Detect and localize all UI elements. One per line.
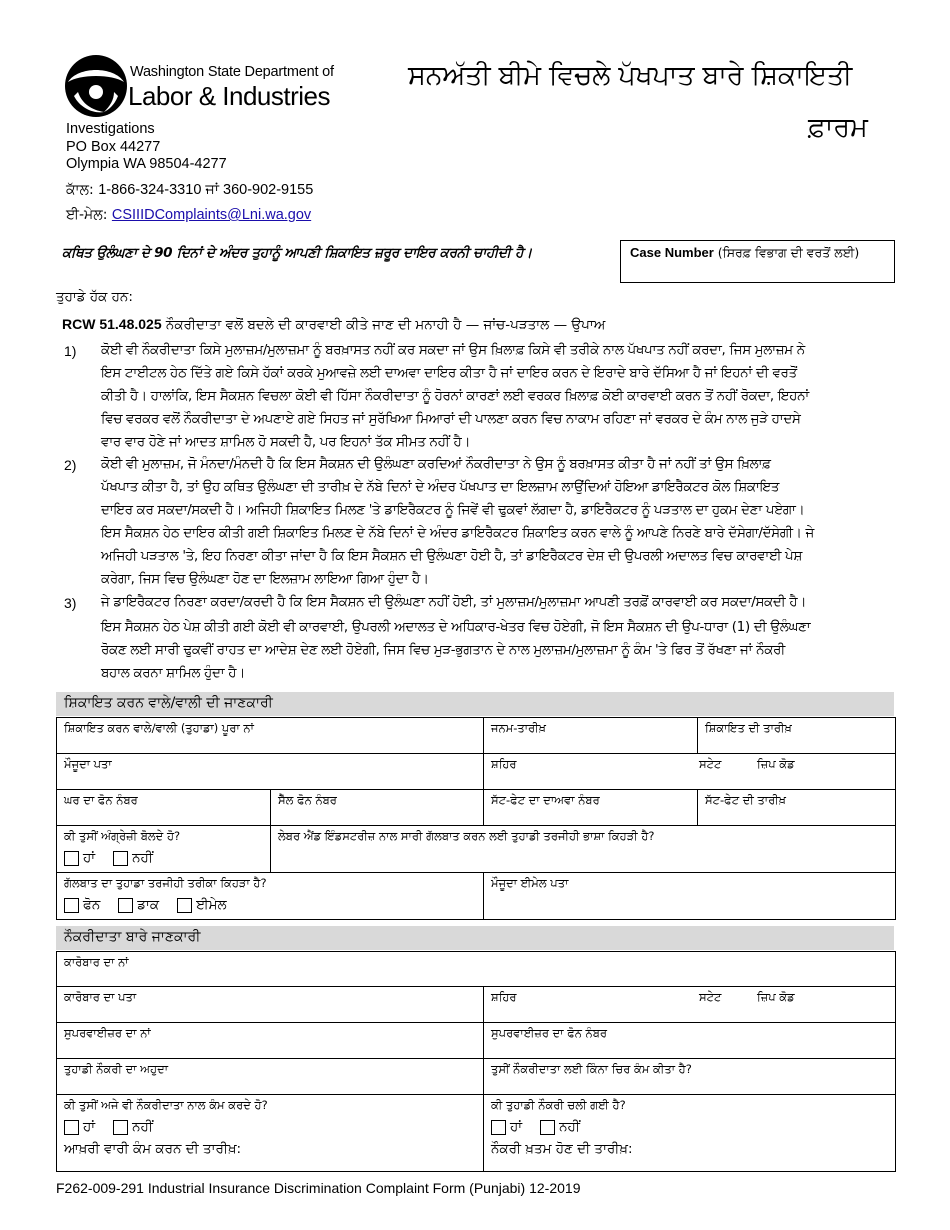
paragraph-line: ਅਜਿਹੀ ਪੜਤਾਲ 'ਤੇ, ਇਹ ਨਿਰਣਾ ਕੀਤਾ ਜਾਂਦਾ ਹੈ ਕਿ ਇਸ ਸੈਕਸ਼ਨ ਦੀ ਉਲੰਘਣਾ ਹੋਈ ਹੈ, ਤਾਂ ਡਾਇਰੈਕਟਰ ਦੇਸ਼ ਦੀ ਉਪਰਲੀ ਅਦਾਲਤ ਵਿਚ ਕਾਰਵਾਈ ਪੇਸ਼ (101, 549, 802, 564)
english-yes-label: ਹਾਂ (83, 850, 96, 866)
business-name-field[interactable] (57, 952, 896, 987)
home-phone-label: ਘਰ ਦਾ ਫੋਨ ਨੰਬਰ (64, 793, 138, 807)
contact-method-label: ਗੱਲਬਾਤ ਦਾ ਤੁਹਾਡਾ ਤਰਜੀਹੀ ਤਰੀਕਾ ਕਿਹੜਾ ਹੈ? (64, 876, 267, 890)
claim-number-field[interactable] (484, 790, 698, 826)
email-link[interactable]: CSIIIDComplaints@Lni.wa.gov (111, 207, 312, 223)
injury-date-field[interactable] (698, 790, 896, 826)
birth-date-field[interactable] (484, 718, 698, 754)
paragraph-line: ਜੇ ਡਾਇਰੈਕਟਰ ਨਿਰਣਾ ਕਰਦਾ/ਕਰਦੀ ਹੈ ਕਿ ਇਸ ਸੈਕਸ਼ਨ ਦੀ ਉਲੰਘਣਾ ਨਹੀਂ ਹੋਈ, ਤਾਂ ਮੁਲਾਜ਼ਮ/ਮੁਲਾਜ਼ਮਾ ਆਪਣੀ ਤਰਫ਼ੋਂ ਕਾਰਵਾਈ ਕਰ ਸਕਦਾ/ਸਕਦੀ ਹੈ। (101, 595, 807, 610)
city-state-zip-field[interactable] (484, 754, 896, 790)
employer-table (56, 951, 896, 1172)
form-title-line1: ਸਨਅੱਤੀ ਬੀਮੇ ਵਿਚਲੇ ਪੱਖਪਾਤ ਬਾਰੇ ਸ਼ਿਕਾਇਤੀ (408, 60, 852, 91)
injury-date-label: ਸੱਟ-ਫੇਟ ਦੀ ਤਾਰੀਖ਼ (705, 793, 787, 807)
rcw-text: ਨੌਕਰੀਦਾਤਾ ਵਲੋਂ ਬਦਲੇ ਦੀ ਕਾਰਵਾਈ ਕੀਤੇ ਜਾਣ ਦੀ ਮਨਾਹੀ ਹੈ — ਜਾਂਚ-ਪੜਤਾਲ — ਉਪਾਅ (165, 317, 606, 333)
current-email-field[interactable] (484, 873, 896, 920)
contact-mail-checkbox[interactable] (118, 898, 133, 913)
complaint-date-field[interactable] (698, 718, 896, 754)
english-no-label: ਨਹੀਂ (132, 850, 153, 866)
phone-line (66, 182, 313, 198)
filing-deadline-notice: ਕਥਿਤ ਉਲੰਘਣਾ ਦੇ 90 ਦਿਨਾਂ ਦੇ ਅੰਦਰ ਤੁਹਾਨੂੰ ਆਪਣੀ ਸ਼ਿਕਾਇਤ ਜ਼ਰੂਰ ਦਾਇਰ ਕਰਨੀ ਚਾਹੀਦੀ ਹੈ। (62, 245, 532, 261)
supervisor-phone-label: ਸੁਪਰਵਾਈਜ਼ਰ ਦਾ ਫੋਨ ਨੰਬਰ (491, 1026, 608, 1040)
phone-label: ਕਾੱਲ: (66, 182, 94, 198)
still-working-no-label: ਨਹੀਂ (132, 1119, 153, 1135)
email-label: ਈ-ਮੇਲ: (66, 207, 108, 223)
lni-logo-icon (64, 52, 128, 118)
speak-english-label: ਕੀ ਤੁਸੀਂ ਅੰਗ੍ਰੇਜ਼ੀ ਬੋਲਦੇ ਹੋ? (64, 829, 181, 843)
employer-section-header (56, 926, 894, 950)
employer-zip-label: ਜ਼ਿਪ ਕੋਡ (757, 990, 795, 1004)
city-label: ਸ਼ਹਿਰ (491, 757, 517, 771)
address-line-3: Olympia WA 98504-4277 (66, 156, 227, 172)
form-title-line2: ਫ਼ਾਰਮ (808, 112, 868, 143)
paragraph-line: ਬਹਾਲ ਕਰਨਾ ਸ਼ਾਮਿਲ ਹੁੰਦਾ ਹੈ। (101, 666, 245, 681)
contact-email-checkbox[interactable] (177, 898, 192, 913)
english-no-checkbox[interactable] (113, 851, 128, 866)
phone-value: 1-866-324-3310 ਜਾਂ 360-902-9155 (98, 182, 314, 198)
paragraph-line: ਕੀਤੀ ਹੈ। ਹਾਲਾਂਕਿ, ਇਸ ਸੈਕਸ਼ਨ ਵਿਚਲਾ ਕੋਈ ਵੀ ਹਿੱਸਾ ਨੌਕਰੀਦਾਤਾ ਨੂੰ ਹੋਰਨਾਂ ਕਾਰਣਾਂ ਲਈ ਵਰਕਰ ਖ਼ਿਲਾਫ਼ ਕੋਈ ਕਾਰਵਾਈ ਕਰਨ ਤੋਂ ਨਹੀਂ ਰੋਕਦਾ, ਇਹਨਾਂ (101, 389, 809, 404)
case-number-title: Case Number (630, 245, 714, 260)
complaint-date-label: ਸ਼ਿਕਾਇਤ ਦੀ ਤਾਰੀਖ਼ (705, 721, 792, 735)
still-working-yes-checkbox[interactable] (64, 1120, 79, 1135)
paragraph-line: ਪੱਖਪਾਤ ਕੀਤਾ ਹੈ, ਤਾਂ ਉਹ ਕਥਿਤ ਉਲੰਘਣਾ ਦੀ ਤਾਰੀਖ਼ ਦੇ ਨੱਬੇ ਦਿਨਾਂ ਦੇ ਅੰਦਰ ਪੱਖਪਾਤ ਦਾ ਇਲਜ਼ਾਮ ਲਾਉਂਦਿਆਂ ਹੋਇਆ ਡਾਇਰੈਕਟਰ ਕੋਲ ਸ਼ਿਕਾਇਤ (101, 480, 780, 495)
complainant-table (56, 717, 896, 920)
paragraph-line: ਰੋਕਣ ਲਈ ਸਾਰੀ ਢੁਕਵੀਂ ਰਾਹਤ ਦਾ ਆਦੇਸ਼ ਦੇਣ ਲਈ ਹੋਏਗੀ, ਜਿਸ ਵਿਚ ਮੁੜ-ਭੁਗਤਾਨ ਦੇ ਨਾਲ ਮੁਲਾਜ਼ਮ/ਮੁਲਾਜ਼ਮਾ ਨੂੰ ਕੰਮ 'ਤੇ ਫਿਰ ਤੋਂ ਰੱਖਣਾ ਜਾਂ ਨੌਕਰੀ (101, 643, 786, 658)
paragraph-line: ਕਰੇਗਾ, ਜਿਸ ਵਿਚ ਉਲੰਘਣਾ ਹੋਣ ਦਾ ਇਲਜ਼ਾਮ ਲਾਇਆ ਗਿਆ ਹੁੰਦਾ ਹੈ। (101, 572, 429, 587)
job-ended-yes-label: ਹਾਂ (510, 1119, 523, 1135)
employer-state-label: ਸਟੇਟ (699, 990, 722, 1004)
paragraph-line: ਕੋਈ ਵੀ ਮੁਲਾਜ਼ਮ, ਜੋ ਮੰਨਦਾ/ਮੰਨਦੀ ਹੈ ਕਿ ਇਸ ਸੈਕਸ਼ਨ ਦੀ ਉਲੰਘਣਾ ਕਰਦਿਆਂ ਨੌਕਰੀਦਾਤਾ ਨੇ ਉਸ ਨੂੰ ਬਰਖ਼ਾਸਤ ਕੀਤਾ ਹੈ ਜਾਂ ਨਹੀਂ ਤਾਂ ਉਸ ਖ਼ਿਲਾਫ਼ (101, 457, 771, 472)
supervisor-phone-field[interactable] (484, 1023, 896, 1059)
job-ended-label: ਕੀ ਤੁਹਾਡੀ ਨੌਕਰੀ ਚਲੀ ਗਈ ਹੈ? (491, 1098, 626, 1112)
paragraph-line: ਵਾਰ ਵਾਰ ਹੋਣੇ ਜਾਂ ਆਦਤ ਸ਼ਾਮਿਲ ਹੋ ਸਕਦੀ ਹੈ, ਪਰ ਇਹਨਾਂ ਤੱਕ ਸੀਮਤ ਨਹੀਂ ਹੈ। (101, 435, 471, 450)
org-name-line2: Labor & Industries (128, 81, 331, 111)
job-title-label: ਤੁਹਾਡੀ ਨੌਕਰੀ ਦਾ ਅਹੁਦਾ (64, 1062, 168, 1076)
complainant-section-title: ਸ਼ਿਕਾਇਤ ਕਰਨ ਵਾਲੇ/ਵਾਲੀ ਦੀ ਜਾਣਕਾਰੀ (64, 695, 273, 711)
paragraph-line: ਇਸ ਸੈਕਸ਼ਨ ਹੇਠ ਪੇਸ਼ ਕੀਤੀ ਗਈ ਕੋਈ ਵੀ ਕਾਰਵਾਈ, ਉਪਰਲੀ ਅਦਾਲਤ ਦੇ ਅਧਿਕਾਰ-ਖੇਤਰ ਵਿਚ ਹੋਏਗੀ, ਜੋ ਇਸ ਸੈਕਸ਼ਨ ਦੀ ਉਪ-ਧਾਰਾ (1) ਦੀ ਉਲੰਘਣਾ (101, 620, 811, 635)
org-name-line1: Washington State Department of (130, 64, 334, 80)
full-name-field[interactable] (57, 718, 484, 754)
zip-label: ਜ਼ਿਪ ਕੋਡ (757, 757, 795, 771)
contact-mail-label: ਡਾਕ (137, 897, 160, 913)
preferred-language-field[interactable] (271, 826, 896, 873)
job-ended-yes-checkbox[interactable] (491, 1120, 506, 1135)
still-working-yes-label: ਹਾਂ (83, 1119, 96, 1135)
paragraph-number: 2) (64, 457, 77, 473)
paragraph-line: ਕੋਈ ਵੀ ਨੌਕਰੀਦਾਤਾ ਕਿਸੇ ਮੁਲਾਜ਼ਮ/ਮੁਲਾਜ਼ਮਾ ਨੂੰ ਬਰਖ਼ਾਸਤ ਨਹੀਂ ਕਰ ਸਕਦਾ ਜਾਂ ਉਸ ਖ਼ਿਲਾਫ਼ ਕਿਸੇ ਵੀ ਤਰੀਕੇ ਨਾਲ ਪੱਖਪਾਤ ਨਹੀਂ ਕਰਦਾ, ਜਿਸ ਮੁਲਾਜ਼ਮ ਨੇ (101, 343, 805, 358)
claim-number-label: ਸੱਟ-ਫੇਟ ਦਾ ਦਾਅਵਾ ਨੰਬਰ (491, 793, 600, 807)
paragraph-number: 1) (64, 343, 77, 359)
complainant-section-header (56, 692, 894, 716)
work-duration-field[interactable] (484, 1059, 896, 1095)
business-address-field[interactable] (57, 987, 484, 1023)
form-footer: F262-009-291 Industrial Insurance Discrimination Complaint Form (Punjabi) 12-2019 (56, 1180, 581, 1196)
paragraph-line: ਇਸ ਟਾਈਟਲ ਹੇਠ ਦਿੱਤੇ ਗਏ ਕਿਸੇ ਹੱਕਾਂ ਕਰਕੇ ਮੁਆਵਜ਼ੇ ਲਈ ਦਾਅਵਾ ਦਾਇਰ ਕੀਤਾ ਹੈ ਜਾਂ ਦਾਇਰ ਕਰਨ ਦੇ ਇਰਾਦੇ ਬਾਰੇ ਦੱਸਿਆ ਹੈ ਜਾਂ ਇਹਨਾਂ ਦੀ ਵਰਤੋਂ (101, 366, 797, 381)
cell-phone-label: ਸੈੱਲ ਫੋਨ ਨੰਬਰ (278, 793, 337, 807)
case-number-label (630, 245, 859, 261)
current-address-label: ਮੌਜੂਦਾ ਪਤਾ (64, 757, 112, 771)
work-duration-label: ਤੁਸੀਂ ਨੌਕਰੀਦਾਤਾ ਲਈ ਕਿੰਨਾ ਚਿਰ ਕੰਮ ਕੀਤਾ ਹੈ? (491, 1062, 692, 1076)
paragraph-number: 3) (64, 595, 77, 611)
supervisor-name-field[interactable] (57, 1023, 484, 1059)
contact-phone-label: ਫੋਨ (83, 897, 101, 913)
still-working-label: ਕੀ ਤੁਸੀਂ ਅਜੇ ਵੀ ਨੌਕਰੀਦਾਤਾ ਨਾਲ ਕੰਮ ਕਰਦੇ ਹੋ? (64, 1098, 268, 1112)
contact-phone-checkbox[interactable] (64, 898, 79, 913)
job-title-field[interactable] (57, 1059, 484, 1095)
business-address-label: ਕਾਰੋਬਾਰ ਦਾ ਪਤਾ (64, 990, 137, 1004)
english-yes-checkbox[interactable] (64, 851, 79, 866)
paragraph-line: ਇਸ ਸੈਕਸ਼ਨ ਹੇਠ ਦਾਇਰ ਕੀਤੀ ਗਈ ਸ਼ਿਕਾਇਤ ਮਿਲਣ ਦੇ ਨੱਬੇ ਦਿਨਾਂ ਦੇ ਅੰਦਰ ਡਾਇਰੈਕਟਰ ਸ਼ਿਕਾਇਤ ਕਰਨ ਵਾਲੇ ਨੂੰ ਆਪਣੇ ਨਿਰਣੇ ਬਾਰੇ ਦੱਸੇਗਾ/ਦੱਸੇਗੀ। ਜੇ (101, 526, 814, 541)
contact-email-label: ਈਮੇਲ (196, 897, 227, 913)
email-line (66, 207, 311, 223)
rcw-heading (62, 316, 605, 333)
rcw-code: RCW 51.48.025 (62, 316, 162, 332)
paragraph-line: ਦਾਇਰ ਕਰ ਸਕਦਾ/ਸਕਦੀ ਹੈ। ਅਜਿਹੀ ਸ਼ਿਕਾਇਤ ਮਿਲਣ 'ਤੇ ਡਾਇਰੈਕਟਰ ਨੂੰ ਜਿਵੇਂ ਵੀ ਢੁਕਵਾਂ ਲੱਗਦਾ ਹੈ, ਡਾਇਰੈਕਟਰ ਨੂੰ ਪੜਤਾਲ ਦਾ ਹੁਕਮ ਦੇਣਾ ਪਏਗਾ। (101, 503, 805, 518)
case-number-note: (ਸਿਰਫ਼ ਵਿਭਾਗ ਦੀ ਵਰਤੋਂ ਲਈ) (717, 245, 860, 260)
contact-method-field (57, 873, 484, 920)
state-label: ਸਟੇਟ (699, 757, 722, 771)
employer-city-label: ਸ਼ਹਿਰ (491, 990, 517, 1004)
cell-phone-field[interactable] (271, 790, 484, 826)
last-work-date-label[interactable]: ਆਖ਼ਰੀ ਵਾਰੀ ਕੰਮ ਕਰਨ ਦੀ ਤਾਰੀਖ਼: (64, 1141, 242, 1157)
address-line-2: PO Box 44277 (66, 139, 161, 155)
rights-heading: ਤੁਹਾਡੇ ਹੱਕ ਹਨ: (56, 289, 133, 305)
still-working-no-checkbox[interactable] (113, 1120, 128, 1135)
job-ended-no-checkbox[interactable] (540, 1120, 555, 1135)
birth-date-label: ਜਨਮ-ਤਾਰੀਖ਼ (491, 721, 546, 735)
address-line-1: Investigations (66, 121, 155, 137)
supervisor-name-label: ਸੁਪਰਵਾਈਜ਼ਰ ਦਾ ਨਾਂ (64, 1026, 151, 1040)
current-address-field[interactable] (57, 754, 484, 790)
paragraph-line: ਵਿਚ ਵਰਕਰ ਵਲੋਂ ਨੌਕਰੀਦਾਤਾ ਦੇ ਅਪਣਾਏ ਗਏ ਸਿਹਤ ਜਾਂ ਸੁਰੱਖਿਆ ਮਿਆਰਾਂ ਦੀ ਪਾਲਣਾ ਕਰਨ ਵਿਚ ਨਾਕਾਮ ਰਹਿਣਾ ਜਾਂ ਵਰਕਰ ਦੇ ਕੰਮ ਨਾਲ ਜੁੜੇ ਹਾਦਸੇ (101, 412, 801, 427)
home-phone-field[interactable] (57, 790, 271, 826)
preferred-language-label: ਲੇਬਰ ਐਂਡ ਇੰਡਸਟਰੀਜ਼ ਨਾਲ ਸਾਰੀ ਗੱਲਬਾਤ ਕਰਨ ਲਈ ਤੁਹਾਡੀ ਤਰਜੀਹੀ ਭਾਸ਼ਾ ਕਿਹੜੀ ਹੈ? (278, 829, 655, 843)
job-ended-no-label: ਨਹੀਂ (559, 1119, 580, 1135)
employer-section-title: ਨੌਕਰੀਦਾਤਾ ਬਾਰੇ ਜਾਣਕਾਰੀ (64, 929, 201, 945)
current-email-label: ਮੌਜੂਦਾ ਈਮੇਲ ਪਤਾ (491, 876, 569, 890)
employer-city-state-zip-field[interactable] (484, 987, 896, 1023)
job-ended-field (484, 1095, 896, 1172)
speak-english-field (57, 826, 271, 873)
still-working-field (57, 1095, 484, 1172)
full-name-label: ਸ਼ਿਕਾਇਤ ਕਰਨ ਵਾਲੇ/ਵਾਲੀ (ਤੁਹਾਡਾ) ਪੂਰਾ ਨਾਂ (64, 721, 254, 735)
termination-date-label[interactable]: ਨੌਕਰੀ ਖ਼ਤਮ ਹੋਣ ਦੀ ਤਾਰੀਖ਼: (491, 1141, 633, 1157)
business-name-label: ਕਾਰੋਬਾਰ ਦਾ ਨਾਂ (64, 955, 129, 969)
